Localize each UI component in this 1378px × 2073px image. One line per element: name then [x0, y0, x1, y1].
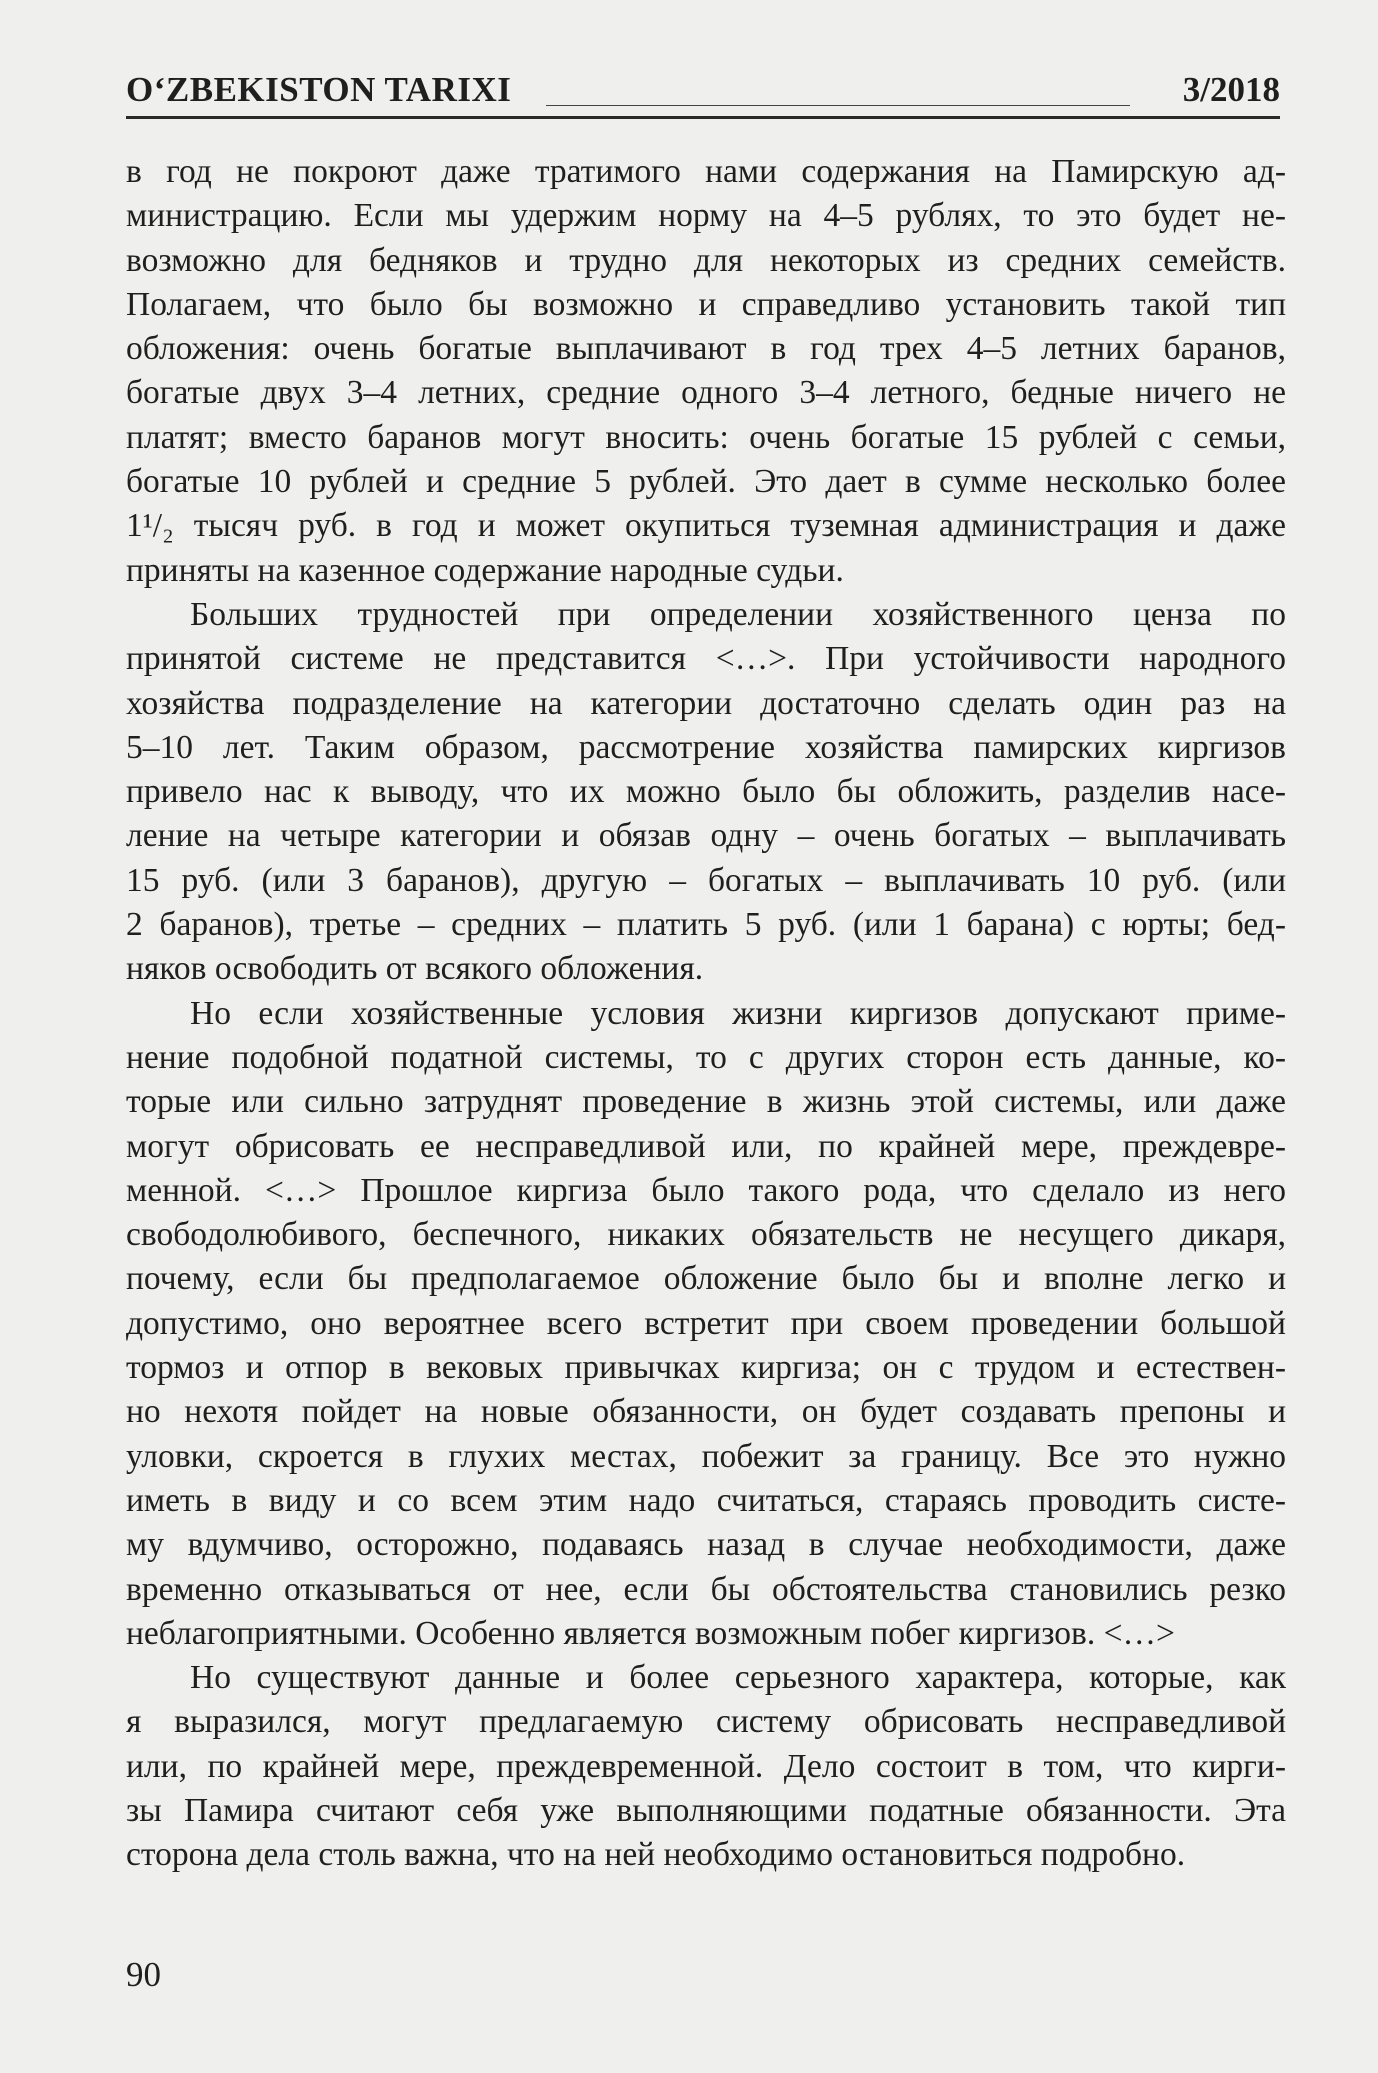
- text-line: богатые 10 рублей и средние 5 рублей. Это дает в сумме несколько более: [126, 463, 1286, 501]
- text-line: возможно для бедняков и трудно для некоторых из средних семейств.: [126, 241, 1286, 279]
- text-line: привело нас к выводу, что их можно было бы обложить, разделив насе-: [126, 773, 1286, 811]
- paragraph: [126, 992, 1286, 1656]
- text-line: принятой системе не представится <…>. При устойчивости народного: [126, 640, 1286, 678]
- text-line: свободолюбивого, беспечного, никаких обязательств не несущего дикаря,: [126, 1216, 1286, 1254]
- text-line: или, по крайней мере, преждевременной. Дело состоит в том, что кирги-: [126, 1747, 1286, 1785]
- text-line: тормоз и отпор в вековых привычках киргиза; он с трудом и естествен-: [126, 1349, 1286, 1387]
- text-line: менной. <…> Прошлое киргиза было такого рода, что сделало из него: [126, 1171, 1286, 1209]
- text-line: Полагаем, что было бы возможно и справедливо установить такой тип: [126, 285, 1286, 323]
- text-line: хозяйства подразделение на категории достаточно сделать один раз на: [126, 684, 1286, 722]
- text-line: няков освободить от всякого обложения.: [126, 950, 704, 988]
- text-line: временно отказываться от нее, если бы обстоятельства становились резко: [126, 1570, 1286, 1608]
- text-line: 15 руб. (или 3 баранов), другую – богатых – выплачивать 10 руб. (или: [126, 861, 1286, 899]
- paragraph: [126, 150, 1286, 593]
- issue-number: 3/2018: [1182, 70, 1280, 109]
- text-line: 5–10 лет. Таким образом, рассмотрение хозяйства памирских киргизов: [126, 728, 1286, 766]
- text-line: в год не покроют даже тратимого нами содержания на Памирскую ад-: [126, 153, 1286, 190]
- paragraph: [126, 593, 1286, 992]
- text-line: обложения: очень богатые выплачивают в год трех 4–5 летних баранов,: [126, 330, 1286, 368]
- text-line: 1¹/₂ тысяч руб. в год и может окупиться туземная администрация и даже: [126, 507, 1286, 545]
- text-line: почему, если бы предполагаемое обложение было бы и вполне легко и: [126, 1260, 1286, 1298]
- text-line: сторона дела столь важна, что на ней необходимо остановиться подробно.: [126, 1836, 1186, 1874]
- text-line: ление на четыре категории и обязав одну – очень богатых – выплачивать: [126, 817, 1286, 855]
- text-line: приняты на казенное содержание народные судьи.: [126, 551, 844, 589]
- header-rule: [546, 105, 1130, 106]
- text-line: нение подобной податной системы, то с других сторон есть данные, ко-: [126, 1038, 1286, 1076]
- text-line: зы Памира считают себя уже выполняющими податные обязанности. Эта: [126, 1791, 1286, 1829]
- text-line: Больших трудностей при определении хозяйственного ценза по: [190, 595, 1286, 633]
- text-line: платят; вместо баранов могут вносить: очень богатые 15 рублей с семьи,: [126, 418, 1286, 456]
- text-line: уловки, скроется в глухих местах, побежит за границу. Все это нужно: [126, 1437, 1286, 1475]
- text-line: неблагоприятными. Особенно является возможным побег киргизов. <…>: [126, 1614, 1175, 1652]
- page-number: 90: [126, 1955, 161, 1994]
- text-line: министрацию. Если мы удержим норму на 4–5 рублях, то это будет не-: [126, 197, 1286, 235]
- text-line: но нехотя пойдет на новые обязанности, он будет создавать препоны и: [126, 1393, 1286, 1431]
- text-line: богатые двух 3–4 летних, средние одного 3–4 летного, бедные ничего не: [126, 374, 1286, 412]
- running-header: [126, 60, 1280, 119]
- text-line: иметь в виду и со всем этим надо считаться, стараясь проводить систе-: [126, 1481, 1286, 1519]
- journal-title: O‘ZBEKISTON TARIXI: [126, 70, 512, 109]
- text-line: допустимо, оно вероятнее всего встретит при своем проведении большой: [126, 1304, 1286, 1342]
- article-body: [126, 150, 1286, 1878]
- text-line: могут обрисовать ее несправедливой или, по крайней мере, преждевре-: [126, 1127, 1286, 1165]
- text-line: Но если хозяйственные условия жизни киргизов допускают приме-: [190, 994, 1286, 1032]
- text-line: Но существуют данные и более серьезного характера, которые, как: [190, 1659, 1286, 1697]
- text-line: 2 баранов), третье – средних – платить 5 руб. (или 1 барана) с юрты; бед-: [126, 906, 1286, 944]
- paragraph: [126, 1656, 1286, 1877]
- text-line: я выразился, могут предлагаемую систему обрисовать несправедливой: [126, 1703, 1286, 1741]
- text-line: торые или сильно затруднят проведение в жизнь этой системы, или даже: [126, 1083, 1286, 1121]
- text-line: му вдумчиво, осторожно, подаваясь назад в случае необходимости, даже: [126, 1526, 1286, 1564]
